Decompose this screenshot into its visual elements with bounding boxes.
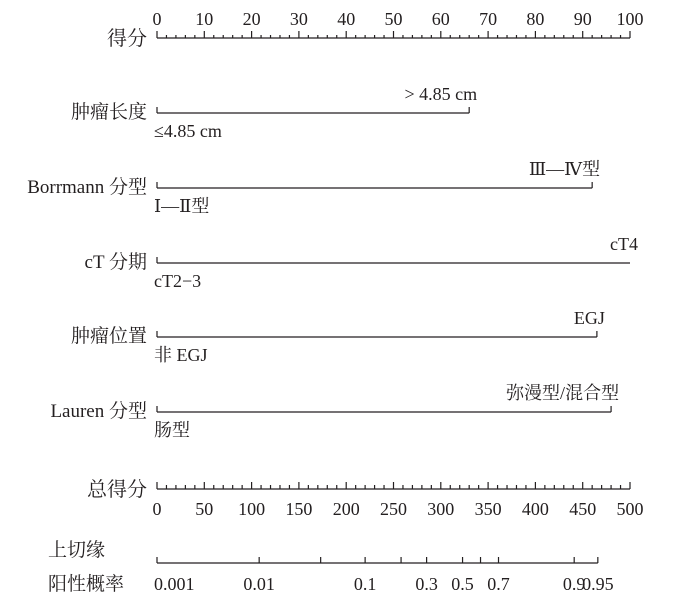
variable-label: Borrmann 分型 (27, 177, 147, 198)
variable-level-label: Ⅲ—Ⅳ型 (528, 159, 601, 179)
total-points-tick-label: 200 (332, 499, 360, 519)
points-tick-label: 100 (616, 9, 644, 29)
variable-level-label: 弥漫型/混合型 (506, 383, 620, 403)
total-points-tick-label: 300 (427, 499, 455, 519)
total-points-tick-label: 350 (474, 499, 502, 519)
variable-level-label: EGJ (573, 308, 605, 328)
probability-axis-label: 上切缘 (48, 540, 106, 561)
points-tick-label: 30 (289, 9, 308, 29)
probability-axis-label: 阳性概率 (48, 574, 125, 595)
variable-label: 肿瘤位置 (70, 326, 147, 347)
total-points-tick-label: 150 (285, 499, 313, 519)
total-points-tick-label: 250 (380, 499, 407, 519)
points-tick-label: 90 (573, 9, 592, 29)
total-points-tick-label: 500 (616, 499, 644, 519)
probability-tick-label: 0.001 (154, 574, 195, 594)
variable-level-label: cT2−3 (154, 271, 202, 291)
points-tick-label: 60 (431, 9, 450, 29)
variable-label: Lauren 分型 (50, 401, 147, 422)
probability-tick-label: 0.5 (451, 574, 474, 594)
variable-level-label: 非 EGJ (154, 345, 208, 365)
probability-tick-label: 0.1 (353, 574, 377, 594)
variable-level-label: Ⅰ—Ⅱ型 (154, 196, 210, 216)
points-tick-label: 70 (479, 9, 498, 29)
points-tick-label: 0 (152, 9, 162, 29)
total-points-tick-label: 50 (195, 499, 214, 519)
points-tick-label: 40 (337, 9, 356, 29)
total-points-tick-label: 0 (152, 499, 162, 519)
probability-tick-label: 0.3 (415, 574, 438, 594)
variable-level-label: ≤4.85 cm (154, 121, 222, 141)
total-points-tick-label: 100 (238, 499, 266, 519)
points-axis-label: 得分 (107, 28, 147, 50)
variable-level-label: > 4.85 cm (404, 84, 478, 104)
variable-level-label: 肠型 (154, 420, 190, 440)
total-points-tick-label: 400 (521, 499, 549, 519)
points-tick-label: 20 (242, 9, 261, 29)
variable-label: 肿瘤长度 (70, 102, 147, 123)
probability-tick-label: 0.7 (487, 574, 510, 594)
total-points-tick-label: 450 (569, 499, 597, 519)
probability-tick-label: 0.9 (562, 574, 586, 594)
total-points-axis-label: 总得分 (87, 479, 147, 501)
points-tick-label: 50 (384, 9, 403, 29)
probability-tick-label: 0.01 (243, 574, 275, 594)
variable-level-label: cT4 (610, 234, 638, 254)
points-tick-label: 10 (195, 9, 214, 29)
variable-label: cT 分期 (84, 252, 147, 273)
probability-tick-label: 0.95 (582, 574, 614, 594)
points-tick-label: 80 (526, 9, 545, 29)
